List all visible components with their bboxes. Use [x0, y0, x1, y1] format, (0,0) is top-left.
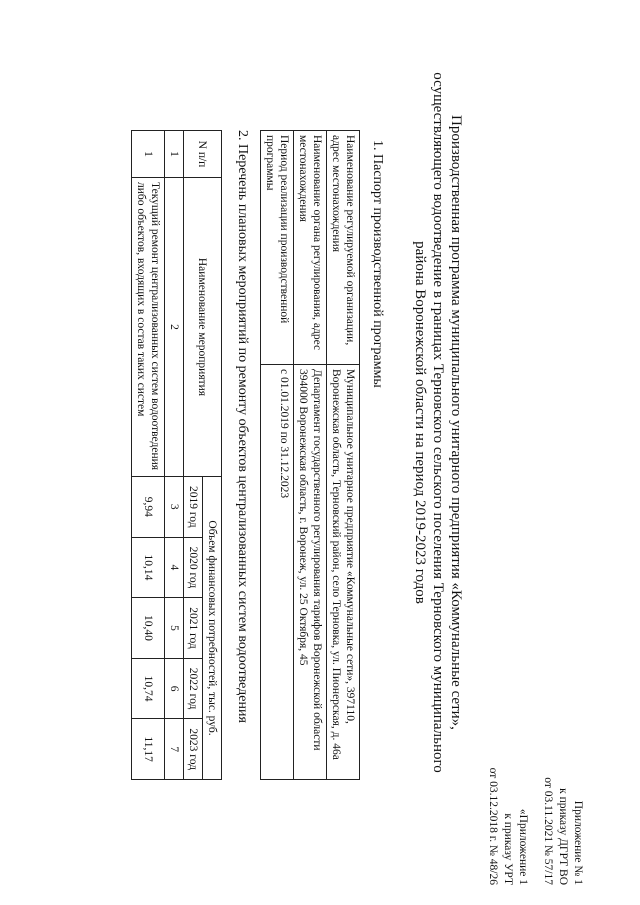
appendix-line: от 03.12.2018 г. № 48/26 [487, 767, 499, 885]
passport-value: с 01.01.2019 по 31.12.2023 [261, 365, 294, 780]
title-line: осуществляющего водоотведение в границах Терновского сельского поселения Терновского муниципального [430, 72, 446, 773]
appendix-note-current [540, 625, 585, 885]
index-cell: 3 [165, 477, 184, 538]
table-header-row [203, 131, 222, 780]
index-cell: 2 [165, 178, 184, 477]
table-row [132, 131, 165, 780]
col-header-year: 2023 год [184, 719, 203, 780]
passport-label: Наименование органа регулирования, адрес местонахождения [294, 131, 327, 365]
row-value-2021: 10,40 [132, 598, 165, 659]
col-header-name: Наименование мероприятия [184, 178, 222, 477]
col-header-year: 2022 год [184, 658, 203, 719]
col-header-year: 2020 год [184, 537, 203, 598]
passport-value: Муниципальное унитарное предприятие «Коммунальные сети», 397110, Воронежская область, Терновский район, село Терновка, ул. Пионерская, д. 46а [327, 365, 360, 780]
col-header-year: 2019 год [184, 477, 203, 538]
appendix-line: от 03.11.2021 № 57/17 [542, 777, 554, 885]
table-row [327, 131, 360, 780]
index-cell: 5 [165, 598, 184, 659]
index-cell: 4 [165, 537, 184, 598]
passport-label: Наименование регулируемой организации, адрес местонахождения [327, 131, 360, 365]
row-activity-name: Текущий ремонт централизованных систем водоотведения либо объектов, входящих в состав таких систем [132, 178, 165, 477]
title-line: Производственная программа муниципального унитарного предприятия «Коммунальные сети», [448, 115, 464, 730]
passport-value: Департамент государственного регулирования тарифов Воронежской области 394000 Воронежская область, г. Воронеж, ул. 25 Октября, 45 [294, 365, 327, 780]
title-line: района Воронежской области на период 2019-2023 годов [412, 241, 428, 604]
index-cell: 7 [165, 719, 184, 780]
row-value-2022: 10,74 [132, 658, 165, 719]
col-header-year: 2021 год [184, 598, 203, 659]
appendix-line: к приказу ДГРТ ВО [557, 788, 569, 885]
repair-plan-table [131, 130, 222, 780]
row-value-2023: 11,17 [132, 719, 165, 780]
index-cell: 6 [165, 658, 184, 719]
col-header-volume: Объем финансовых потребностей, тыс. руб. [203, 477, 222, 780]
document-title [411, 0, 465, 875]
appendix-line: «Приложение 1 [517, 808, 529, 885]
passport-label: Период реализации производственной программы [261, 131, 294, 365]
table-index-row [165, 131, 184, 780]
row-value-2019: 9,94 [132, 477, 165, 538]
index-cell: 1 [165, 131, 184, 178]
section-1-heading: 1. Паспорт производственной программы [370, 140, 385, 388]
appendix-note-original [485, 625, 530, 885]
table-row [294, 131, 327, 780]
col-header-number: N п/п [184, 131, 222, 178]
table-row [261, 131, 294, 780]
row-number: 1 [132, 131, 165, 178]
section-2-heading: 2. Перечень плановых мероприятий по ремонту объектов централизованных систем водоотведения [235, 130, 250, 723]
appendix-line: к приказу УРТ [502, 813, 514, 885]
appendix-line: Приложение № 1 [572, 800, 584, 885]
passport-table [260, 130, 360, 780]
row-value-2020: 10,14 [132, 537, 165, 598]
